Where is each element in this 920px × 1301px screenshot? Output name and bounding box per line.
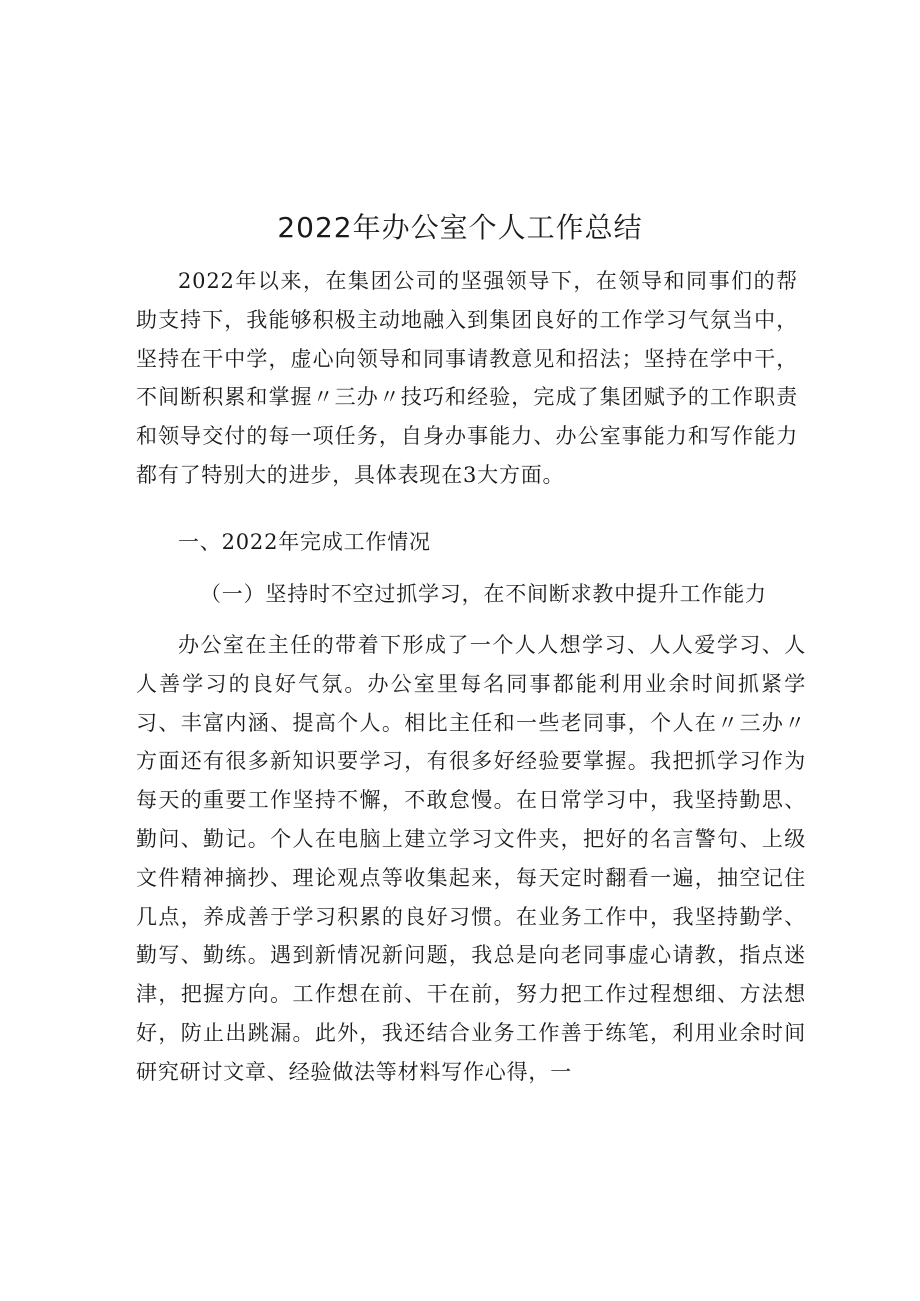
intro-paragraph: 2022年以来，在集团公司的坚强领导下，在领导和同事们的帮助支持下，我能够积极主动地融入到集团良好的工作学习气氛当中，坚持在干中学，虚心向领导和同事请教意见和招法；坚持在学中干，不间断积累和掌握〃三办〃技巧和经验，完成了集团赋予的工作职责和领导交付的每一项任务，自身办事能力、办公室事能力和写作能力都有了特别大的进步，具体表现在3大方面。: [136, 269, 798, 487]
body-paragraph: 办公室在主任的带着下形成了一个人人想学习、人人爱学习、人人善学习的良好气氛。办公室里每名同事都能利用业余时间抓紧学习、丰富内涵、提高个人。相比主任和一些老同事，个人在〃三办〃方面还有很多新知识要学习，有很多好经验要掌握。我把抓学习作为每天的重要工作坚持不懈，不敢怠慢。在日常学习中，我坚持勤思、勤问、勤记。个人在电脑上建立学习文件夹，把好的名言警句、上级文件精神摘抄、理论观点等收集起来，每天定时翻看一遍，抽空记住几点，养成善于学习积累的良好习惯。在业务工作中，我坚持勤学、勤写、勤练。遇到新情况新问题，我总是向老同事虚心请教，指点迷津，把握方向。工作想在前、干在前，努力把工作过程想细、方法想好，防止出跳漏。此外，我还结合业务工作善于练笔，利用业余时间研究研讨文章、经验做法等材料写作心得，一: [136, 633, 806, 1084]
subsection-heading: （一）坚持时不空过抓学习，在不间断求教中提升工作能力: [200, 582, 767, 606]
document-title: 2022年办公室个人工作总结: [277, 211, 643, 244]
section-heading: 一、2022年完成工作情况: [178, 530, 431, 554]
